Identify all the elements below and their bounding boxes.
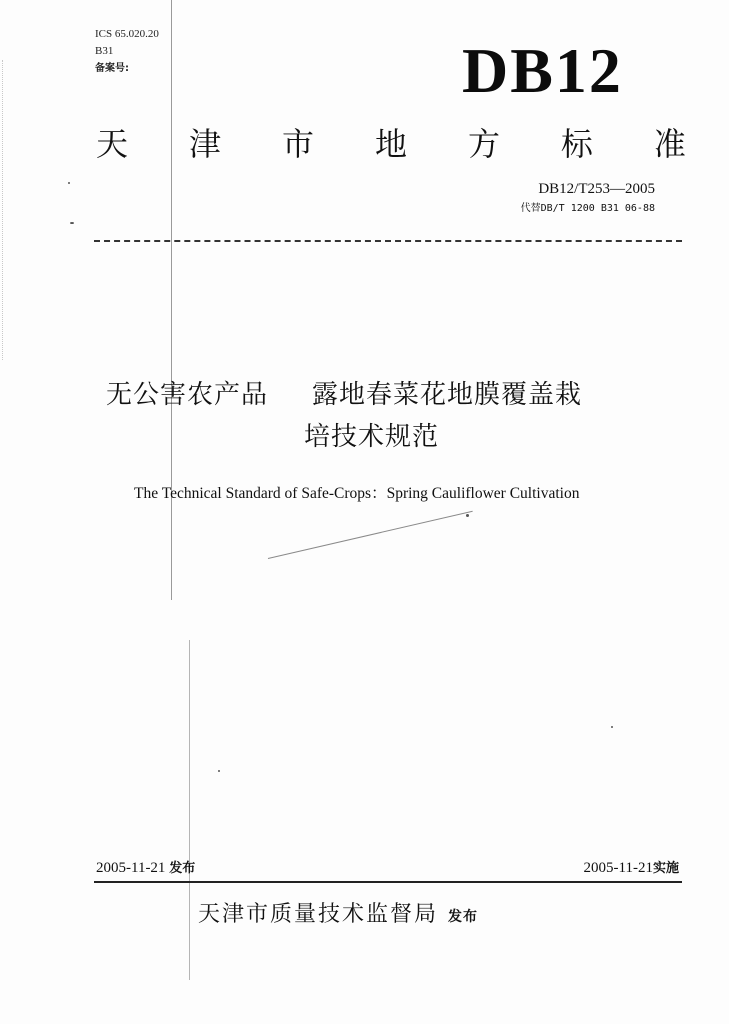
effective-date bbox=[584, 858, 679, 879]
footer-divider bbox=[94, 881, 682, 883]
standard-type-char: 地 bbox=[374, 125, 407, 163]
standard-type-char: 方 bbox=[467, 125, 500, 163]
title-cn-main: 露地春菜花地膜覆盖栽 bbox=[312, 380, 583, 410]
standard-type-char: 准 bbox=[653, 125, 686, 163]
header-divider bbox=[94, 240, 682, 242]
publisher bbox=[198, 900, 478, 932]
issue-date-value: 2005-11-21 bbox=[96, 860, 166, 876]
scan-speck bbox=[466, 514, 469, 517]
effective-label: 实施 bbox=[652, 861, 679, 876]
scan-line-artifact bbox=[189, 640, 190, 980]
issue-date bbox=[96, 858, 195, 879]
title-en: The Technical Standard of Safe-Crops：Spring Cauliflower Cultivation bbox=[134, 485, 580, 502]
issue-label: 发布 bbox=[169, 861, 196, 876]
ics-code: ICS 65.020.20 bbox=[95, 28, 159, 40]
replaced-standard: 代替DB/T 1200 B31 06-88 bbox=[520, 203, 655, 214]
effective-date-value: 2005-11-21 bbox=[583, 860, 653, 876]
standard-type-char: 天 bbox=[96, 125, 129, 163]
title-cn-prefix: 无公害农产品 bbox=[106, 380, 269, 410]
scan-speck bbox=[68, 182, 70, 184]
standard-type-char: 津 bbox=[188, 125, 221, 163]
scan-line-artifact bbox=[171, 0, 172, 600]
scan-speck bbox=[218, 770, 220, 772]
title-cn-line-2: 培技术规范 bbox=[304, 422, 440, 452]
standard-type-heading bbox=[96, 124, 686, 164]
standard-type-char: 市 bbox=[281, 125, 314, 163]
scan-speck bbox=[611, 726, 613, 728]
publisher-suffix: 发布 bbox=[448, 909, 479, 925]
publisher-name: 天津市质量技术监督局 bbox=[198, 902, 439, 927]
classification-code: B31 bbox=[95, 45, 114, 57]
standard-number: DB12/T253—2005 bbox=[538, 181, 655, 197]
title-cn-line-1 bbox=[106, 378, 582, 412]
classification-block bbox=[95, 26, 159, 77]
record-number-label: 备案号: bbox=[95, 63, 129, 74]
db-code-logo: DB12 bbox=[462, 35, 623, 106]
scan-edge-artifact bbox=[2, 60, 4, 360]
standard-type-char: 标 bbox=[560, 125, 593, 163]
scan-line-artifact bbox=[268, 511, 473, 559]
scan-speck bbox=[70, 222, 74, 224]
